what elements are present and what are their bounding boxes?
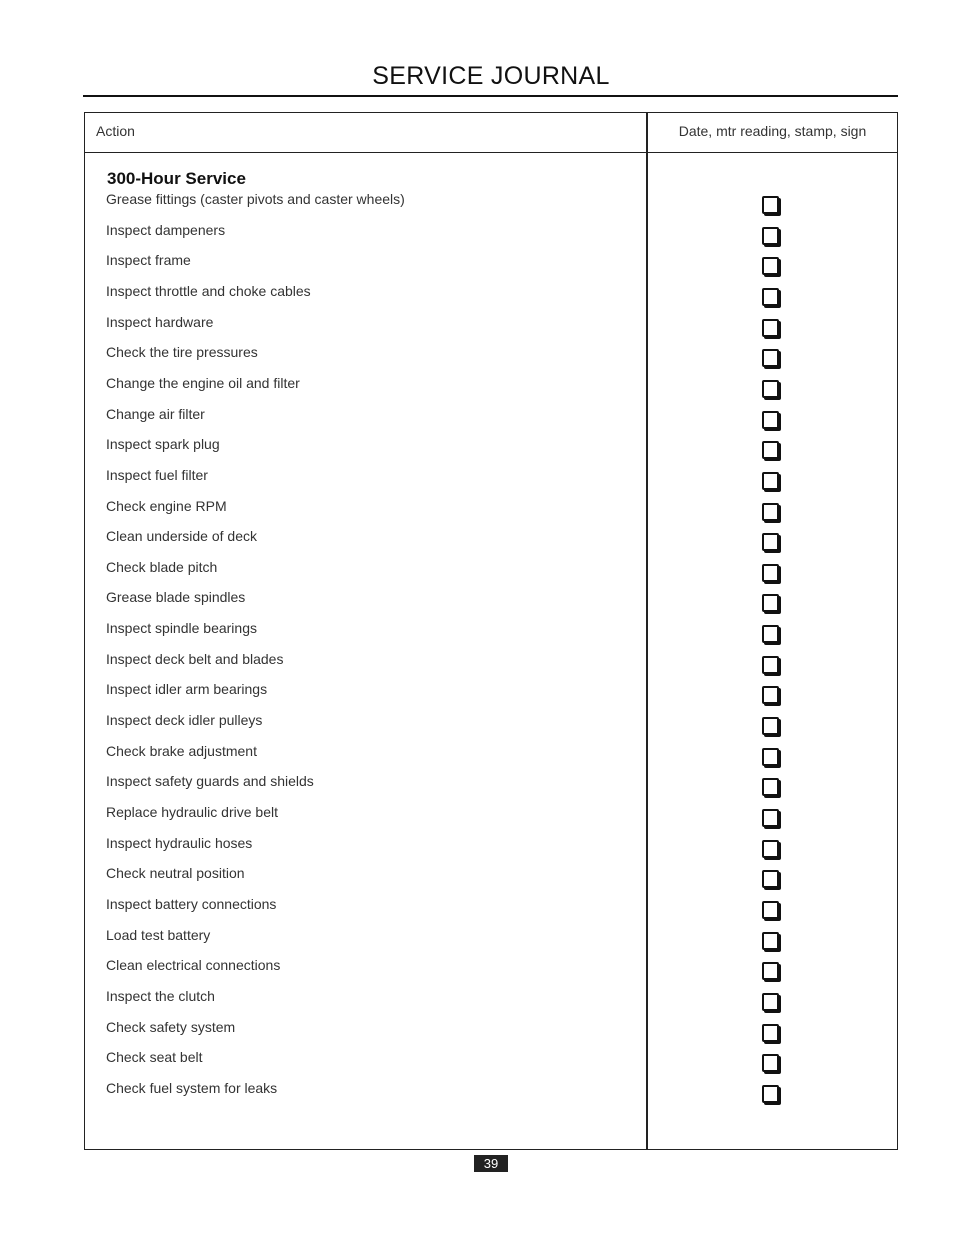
task-checkbox[interactable] xyxy=(762,686,779,704)
task-item: Inspect deck belt and blades xyxy=(106,650,284,667)
task-item: Clean underside of deck xyxy=(106,528,257,545)
task-item: Inspect hydraulic hoses xyxy=(106,834,253,851)
task-checkbox[interactable] xyxy=(762,564,779,582)
task-checkbox[interactable] xyxy=(762,441,779,459)
task-item: Grease blade spindles xyxy=(106,589,246,606)
task-item: Inspect the clutch xyxy=(106,987,215,1004)
task-item: Inspect deck idler pulleys xyxy=(106,712,263,729)
task-item: Inspect hardware xyxy=(106,313,214,330)
task-item: Change air filter xyxy=(106,405,205,422)
task-checkbox[interactable] xyxy=(762,962,779,980)
title-divider xyxy=(83,95,898,97)
task-checkbox[interactable] xyxy=(762,840,779,858)
task-checkbox[interactable] xyxy=(762,1054,779,1072)
task-checkbox[interactable] xyxy=(762,748,779,766)
task-item: Check fuel system for leaks xyxy=(106,1079,278,1096)
task-item: Check safety system xyxy=(106,1018,236,1035)
task-item: Inspect idler arm bearings xyxy=(106,681,268,698)
task-checkbox[interactable] xyxy=(762,1024,779,1042)
task-item: Check seat belt xyxy=(106,1049,203,1066)
task-item: Check neutral position xyxy=(106,865,245,882)
task-checkbox[interactable] xyxy=(762,656,779,674)
page-number: 39 xyxy=(474,1155,508,1172)
task-checkbox[interactable] xyxy=(762,778,779,796)
task-item: Inspect dampeners xyxy=(106,221,226,238)
task-item: Replace hydraulic drive belt xyxy=(106,804,278,820)
task-item: Inspect battery connections xyxy=(106,895,277,912)
task-checkbox[interactable] xyxy=(762,227,779,245)
task-item: Check blade pitch xyxy=(106,558,218,575)
task-checkbox[interactable] xyxy=(762,349,779,367)
task-item: Inspect fuel filter xyxy=(106,466,208,483)
task-checkbox[interactable] xyxy=(762,319,779,337)
task-checkbox[interactable] xyxy=(762,257,779,275)
task-item: Clean electrical connections xyxy=(106,957,281,974)
task-item: Grease fittings (caster pivots and caster wheels) xyxy=(106,191,405,207)
task-checkbox[interactable] xyxy=(762,380,779,398)
task-item: Inspect throttle and choke cables xyxy=(106,282,311,299)
task-item: Load test battery xyxy=(106,926,211,943)
task-checkbox[interactable] xyxy=(762,717,779,735)
service-journal-table xyxy=(84,112,898,1150)
task-checkbox[interactable] xyxy=(762,870,779,888)
task-checkbox[interactable] xyxy=(762,901,779,919)
task-checkbox[interactable] xyxy=(762,625,779,643)
task-checkbox[interactable] xyxy=(762,196,779,214)
task-item: Check engine RPM xyxy=(106,497,227,514)
section-title: 300-Hour Service xyxy=(107,169,246,188)
task-item: Inspect safety guards and shields xyxy=(106,773,314,790)
header-date-reading-stamp-sign: Date, mtr reading, stamp, sign xyxy=(678,123,867,139)
task-checkbox[interactable] xyxy=(762,503,779,521)
task-item: Inspect frame xyxy=(106,252,191,269)
task-checkbox[interactable] xyxy=(762,1085,779,1103)
task-checkbox[interactable] xyxy=(762,993,779,1011)
task-item: Inspect spark plug xyxy=(106,436,220,453)
task-checkbox[interactable] xyxy=(762,809,779,827)
page-title: SERVICE JOURNAL xyxy=(372,62,610,90)
task-item: Change the engine oil and filter xyxy=(106,374,300,391)
column-divider xyxy=(646,113,648,1149)
task-item: Check the tire pressures xyxy=(106,344,258,361)
task-checkbox[interactable] xyxy=(762,594,779,612)
task-checkbox[interactable] xyxy=(762,932,779,950)
task-checkbox[interactable] xyxy=(762,533,779,551)
task-checkbox[interactable] xyxy=(762,472,779,490)
header-action: Action xyxy=(96,123,135,139)
task-checkbox[interactable] xyxy=(762,288,779,306)
header-divider xyxy=(85,152,897,153)
task-item: Check brake adjustment xyxy=(106,742,257,759)
task-checkbox[interactable] xyxy=(762,411,779,429)
task-item: Inspect spindle bearings xyxy=(106,620,257,637)
